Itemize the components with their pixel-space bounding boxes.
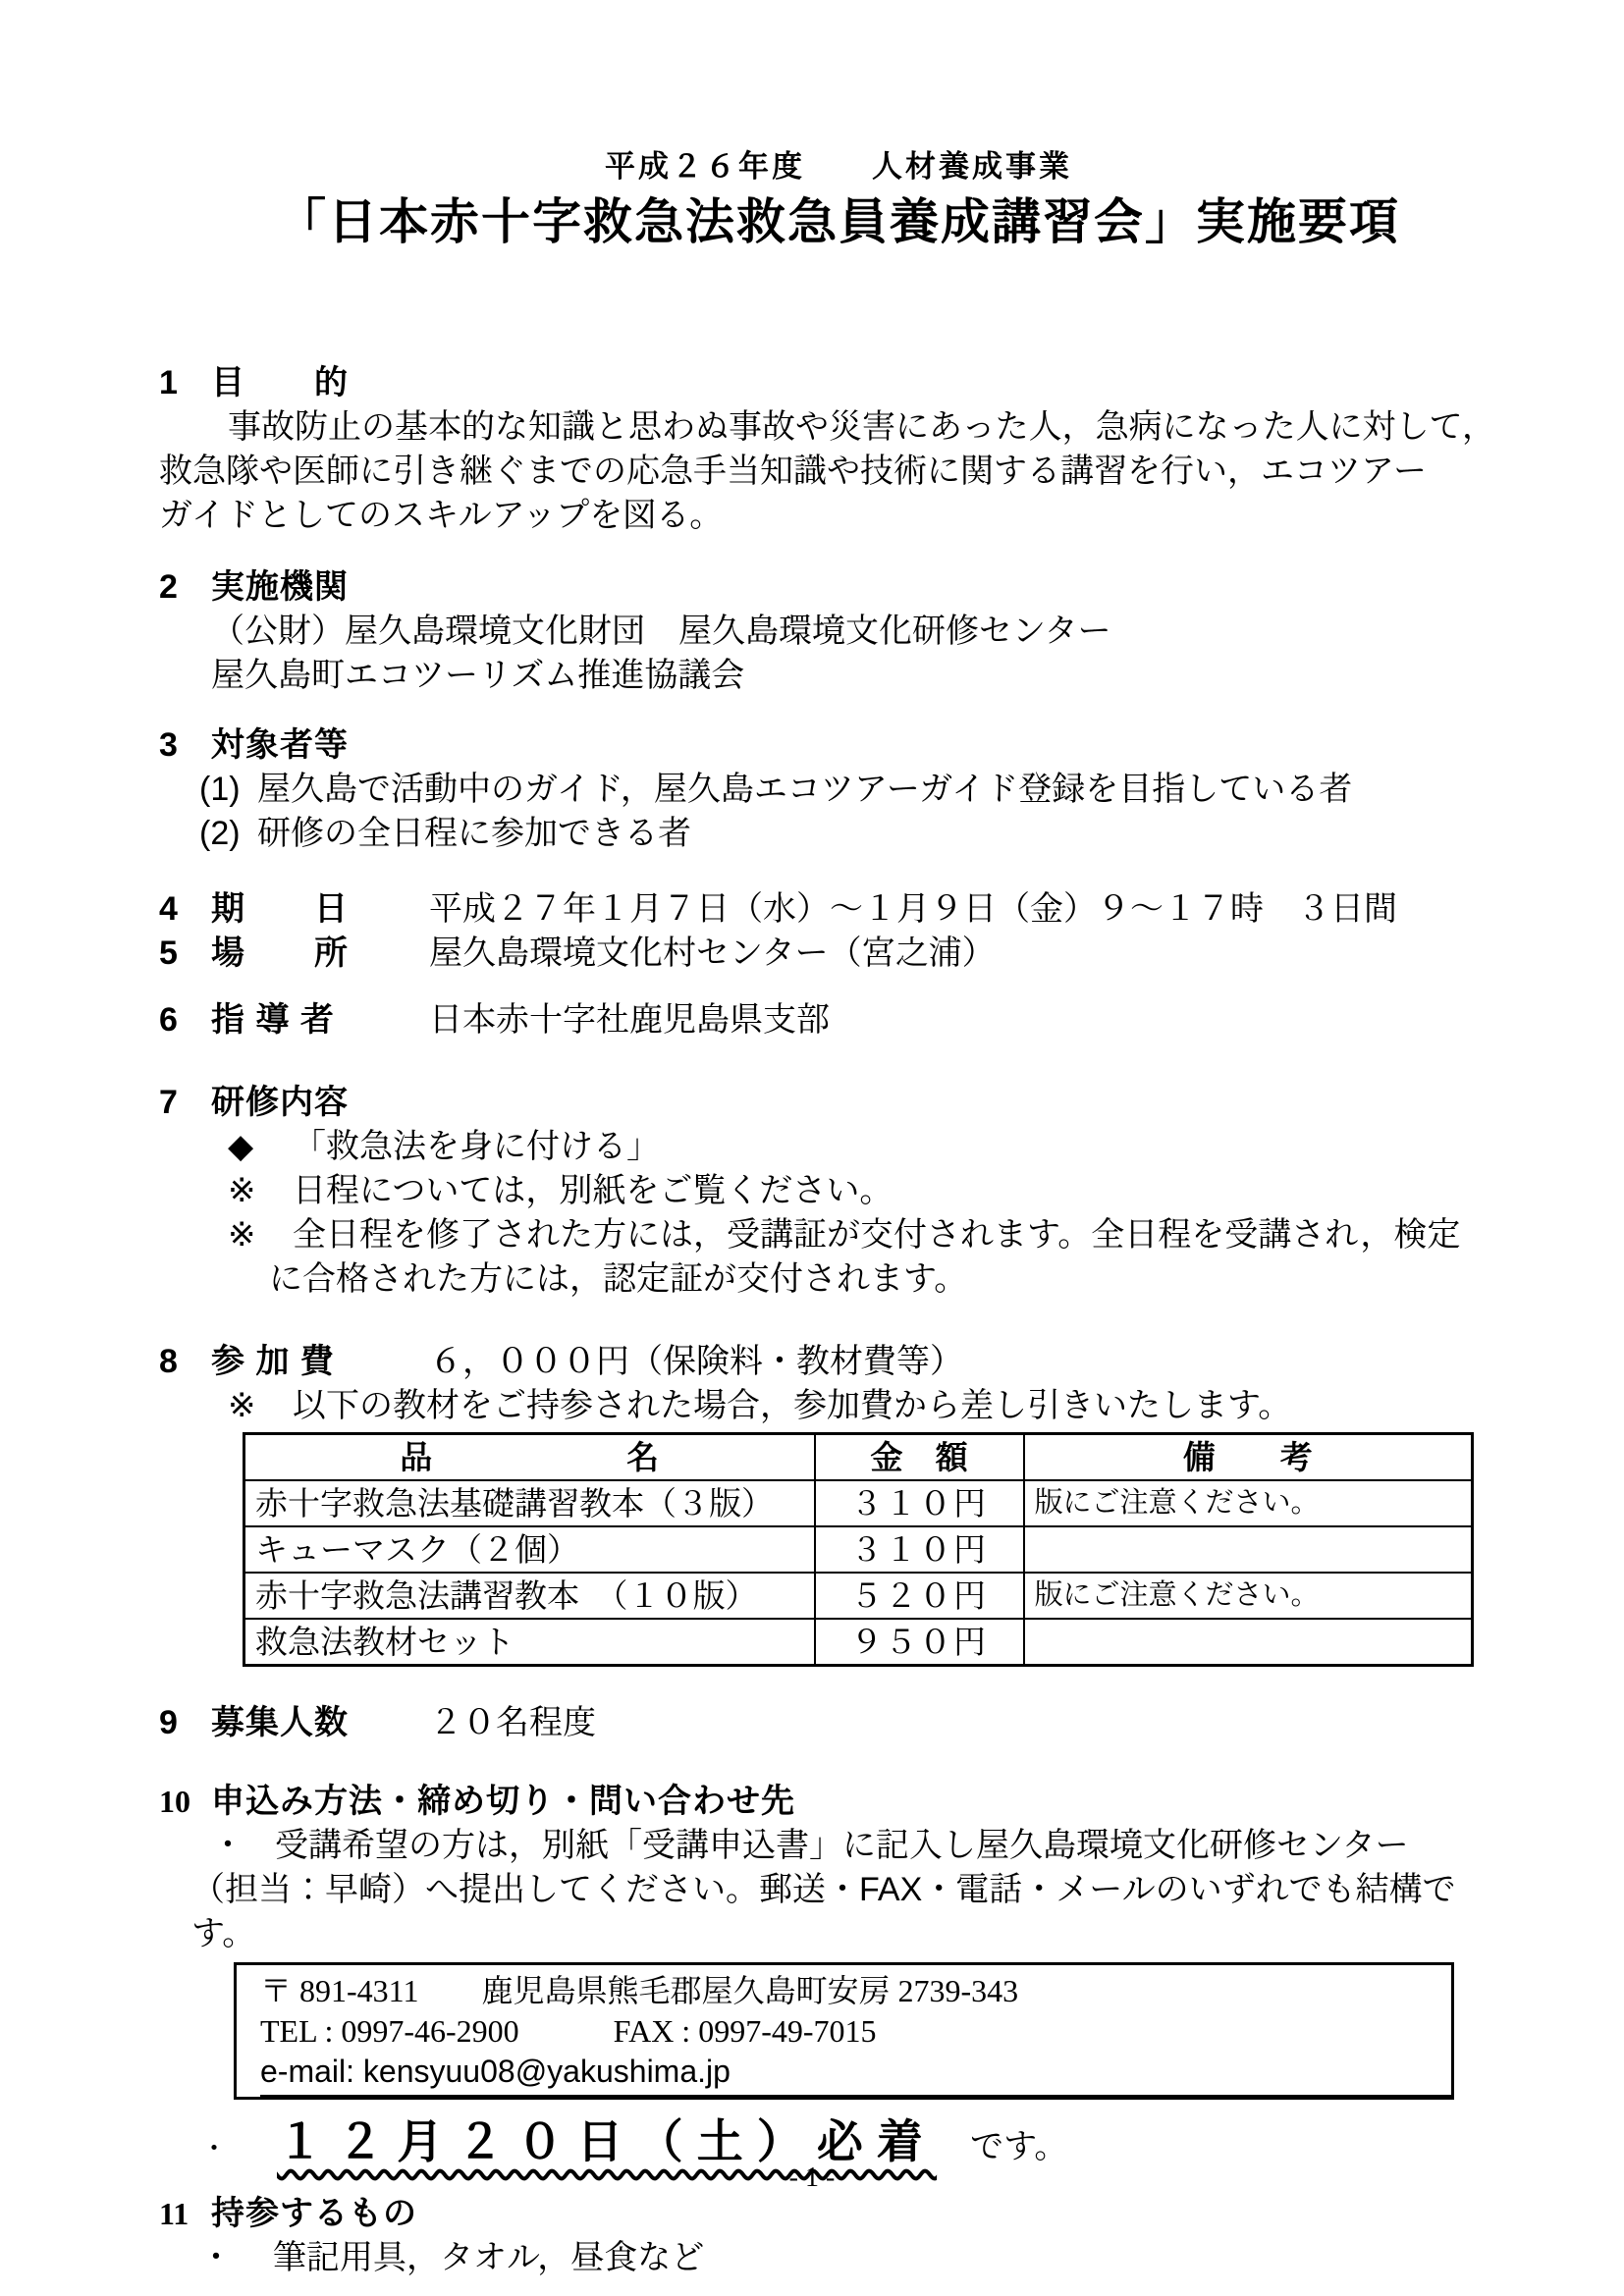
contact-email: e-mail: kensyuu08@yakushima.jp [260,2052,1451,2097]
section-heading-text: 対象者等 [211,726,349,764]
section-organizer-heading [159,565,1518,610]
item-text: 屋久島で活動中のガイド，屋久島エコツアーガイド登録を目指している者 [257,771,1353,808]
section-heading-text: 目 的 [211,364,349,401]
column-header-amount: 金 額 [815,1434,1024,1481]
section-eligibility-heading [159,723,1518,768]
fee-row [159,1340,1518,1384]
section-number: 11 [159,2196,189,2231]
item-text: 以下の教材をご持参された場合，参加費から差し引きいたします。 [293,1387,1292,1424]
diamond-bullet-icon: ◆ [228,1128,254,1165]
field-label: 指 導 者 [211,1001,335,1039]
item-text: 研修の全日程に参加できる者 [257,815,691,852]
field-label: 期 日 [211,890,349,928]
materials-price-table [243,1432,1474,1667]
item-marker: (2) [199,815,241,852]
reference-mark-icon: ※ [228,1387,256,1424]
item-text: 全日程を修了された方には，受講証が交付されます。全日程を受講され，検定 [293,1216,1461,1254]
section-application [159,1780,1518,2174]
dot-bullet-icon: ・ [200,2133,229,2163]
section-number: 4 [159,890,178,928]
deadline-tail-text: です。 [970,2128,1068,2165]
item-text: 受講希望の方は，別紙「受講申込書」に記入し屋久島環境文化研修センター [275,1827,1409,1864]
organizer-line: 屋久島町エコツーリズム推進協議会 [211,657,745,694]
column-header-item-name: 品 名 [244,1434,815,1481]
cell-item-name: キューマスク（２個） [244,1526,815,1573]
table-row [244,1573,1473,1619]
table-row [244,1526,1473,1573]
cell-remarks: 版にご注意ください。 [1024,1480,1473,1526]
section-capacity [159,1701,1518,1745]
section-number: 10 [159,1784,190,1819]
purpose-line: ガイドとしてのスキルアップを図る。 [159,497,724,534]
section-number: 7 [159,1084,178,1121]
reference-mark-icon: ※ [228,1172,256,1209]
section-heading-text: 実施機関 [211,568,349,606]
section-heading-text: 研修内容 [211,1084,349,1121]
section-bring-items [159,2192,1518,2280]
eligibility-item [199,768,1518,812]
section-number: 2 [159,568,178,606]
fee-note [228,1384,1518,1428]
item-text: 筆記用具，タオル，昼食など [273,2239,705,2276]
column-header-remarks: 備 考 [1024,1434,1473,1481]
field-value: 平成２７年１月７日（水）～１月９日（金）９～１７時 ３日間 [429,890,1397,928]
section-instructor [159,998,1518,1042]
contact-tel-fax: TEL : 0997-46-2900 FAX : 0997-49-7015 [260,2013,877,2049]
title-block [159,147,1518,253]
section-number: 3 [159,726,178,764]
cell-price: ３１０円 [815,1480,1024,1526]
section-number: 8 [159,1343,178,1380]
eligibility-item [199,812,1518,856]
section-training-content [159,1081,1518,1302]
purpose-line: 救急隊や医師に引き継ぐまでの応急手当知識や技術に関する講習を行い，エコツアー [159,453,1427,490]
table-row [244,1619,1473,1666]
section-number: 9 [159,1704,178,1741]
section-heading-text: 申込み方法・締め切り・問い合わせ先 [211,1783,795,1820]
cell-item-name: 赤十字救急法講習教本 （１０版） [244,1573,815,1619]
deadline-date-emphasized: １２月２０日（土）必着 [277,2115,938,2167]
section-number: 1 [159,364,178,401]
training-item [228,1125,1518,1169]
section-heading-text: 持参するもの [211,2195,417,2232]
dot-bullet-icon: ・ [199,2239,233,2276]
section-purpose-heading [159,361,1518,405]
item-text: 「救急法を身に付ける」 [293,1128,660,1165]
bring-item [199,2236,1518,2280]
reference-mark-icon: ※ [228,1216,256,1254]
field-value: 日本赤十字社鹿児島県支部 [429,1001,830,1039]
application-instruction [211,1824,1518,1868]
cell-remarks [1024,1526,1473,1573]
cell-price: ５２０円 [815,1573,1024,1619]
section-training-heading [159,1081,1518,1125]
document-title: 「日本赤十字救急法救急員養成講習会」実施要項 [277,194,1400,249]
purpose-line: 事故防止の基本的な知識と思わぬ事故や災害にあった人，急病になった人に対して， [228,408,1495,446]
section-number: 5 [159,934,178,972]
cell-remarks: 版にご注意ください。 [1024,1573,1473,1619]
cell-remarks [1024,1619,1473,1666]
section-application-heading [159,1780,1518,1824]
cell-price: ３１０円 [815,1526,1024,1573]
section-eligibility [159,723,1518,856]
organizer-line: （公財）屋久島環境文化財団 屋久島環境文化研修センター [211,613,1111,650]
section-purpose [159,361,1518,538]
field-value: ２０名程度 [429,1704,596,1741]
field-value: ６，０００円（保険料・教材費等） [429,1343,963,1380]
cell-item-name: 救急法教材セット [244,1619,815,1666]
field-label: 場 所 [211,934,349,972]
field-label: 参 加 費 [211,1343,335,1380]
application-instruction-continuation: （担当：早崎）へ提出してください。郵送・FAX・電話・メールのいずれでも結構です。 [191,1871,1456,1952]
training-note-continuation: に合格された方には，認定証が交付されます。 [269,1260,968,1298]
contact-address: 〒 891-4311 鹿児島県熊毛郡屋久島町安房 2739-343 [260,1973,1019,2008]
training-note [228,1169,1518,1213]
contact-info-box [234,1962,1454,2100]
dot-bullet-icon: ・ [211,1827,244,1864]
training-note [228,1213,1518,1257]
table-header-row [244,1434,1473,1481]
item-marker: (1) [199,771,241,808]
cell-item-name: 赤十字救急法基礎講習教本（３版） [244,1480,815,1526]
table-row [244,1480,1473,1526]
section-fee [159,1340,1518,1667]
document-supertitle: 平成２６年度 人材養成事業 [605,149,1072,184]
field-label: 募集人数 [211,1704,349,1741]
item-text: 日程については，別紙をご覧ください。 [293,1172,893,1209]
section-place [159,932,1518,976]
page-number: - 1 - [788,2163,836,2193]
section-date [159,887,1518,932]
section-number: 6 [159,1001,178,1039]
section-organizer [159,565,1518,698]
field-value: 屋久島環境文化村センター（宮之浦） [429,934,996,972]
cell-price: ９５０円 [815,1619,1024,1666]
